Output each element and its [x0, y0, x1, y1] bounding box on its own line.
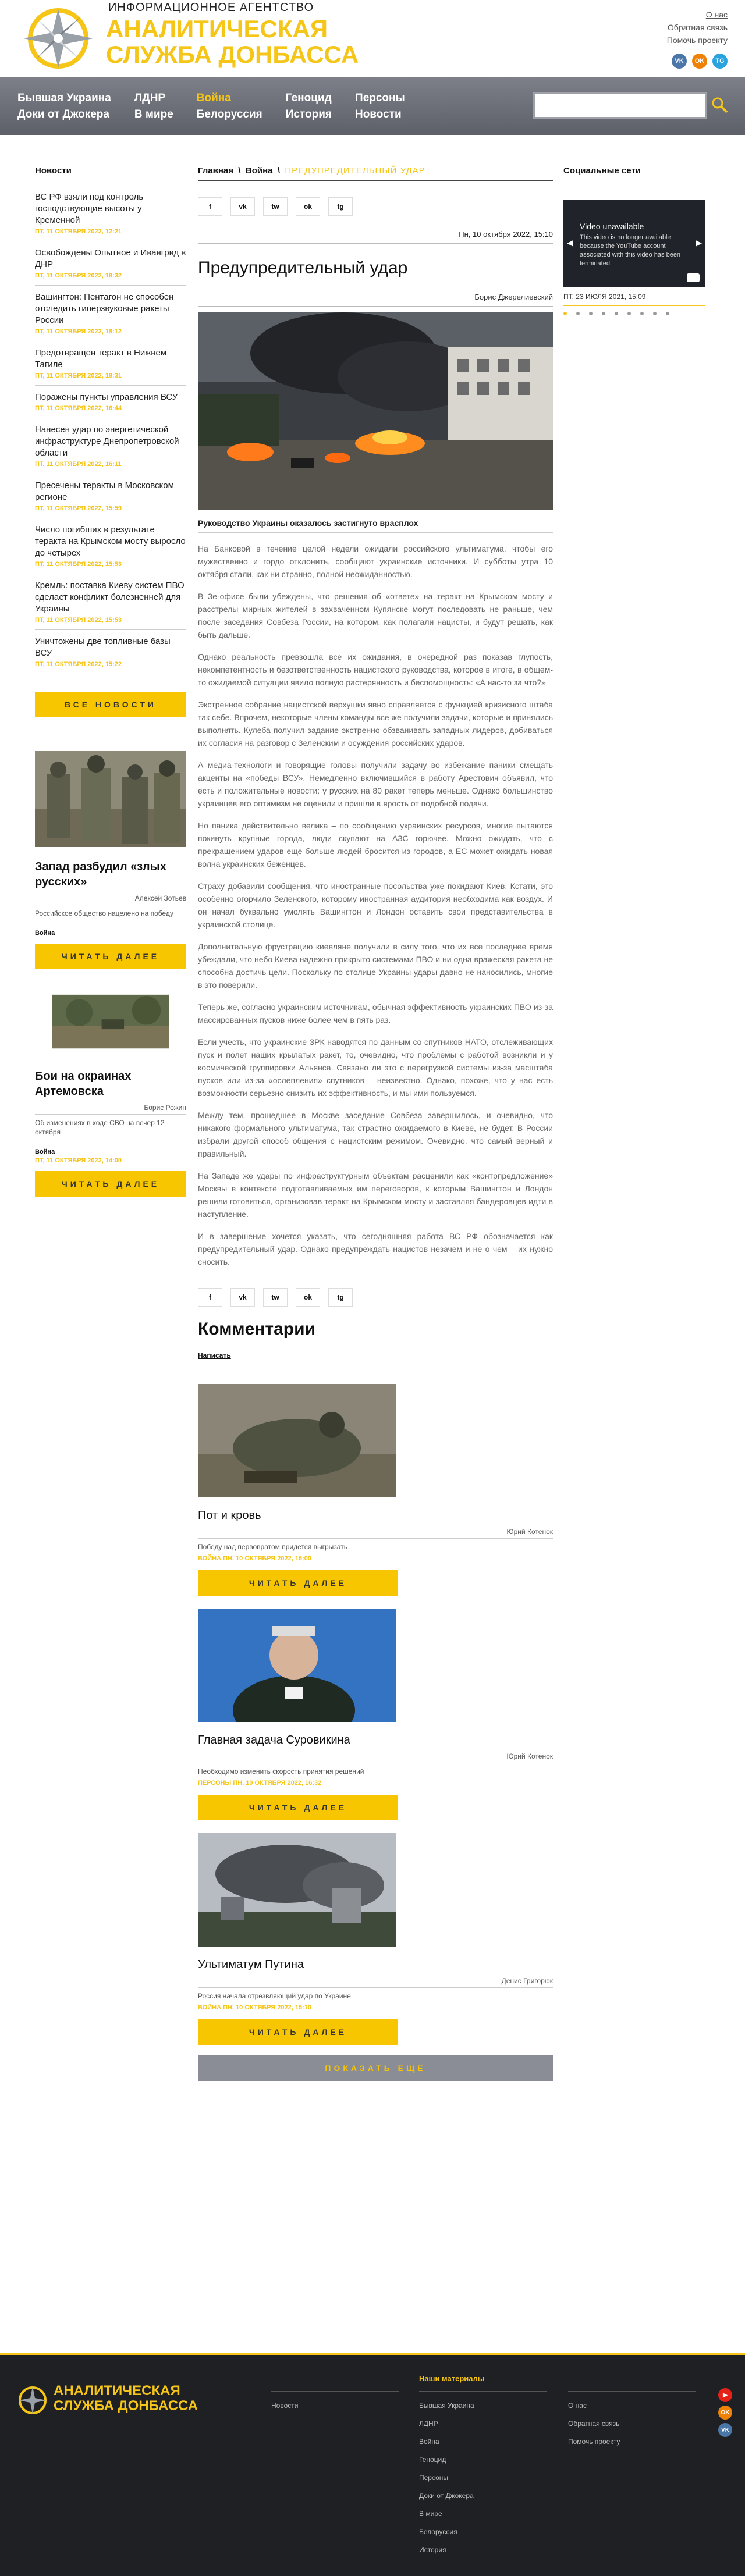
telegram-icon[interactable]: TG — [712, 54, 728, 69]
footer-accent-line — [0, 2353, 745, 2355]
footer-brand-line-2: СЛУЖБА ДОНБАССА — [54, 2398, 198, 2414]
nav-item[interactable]: ЛДНР — [134, 92, 166, 104]
video-player[interactable] — [563, 200, 705, 287]
news-date: ПТ, 11 ОКТЯБРЯ 2022, 18:31 — [35, 372, 122, 379]
news-date: ПТ, 11 ОКТЯБРЯ 2022, 12:21 — [35, 228, 122, 235]
news-title[interactable]: ВС РФ взяли под контроль господствующие высоты у Кременной — [35, 192, 144, 225]
slider-dots — [563, 312, 705, 315]
slider-dot[interactable] — [589, 312, 593, 315]
vk-icon[interactable]: VK — [672, 54, 687, 69]
related-card-3-desc: Россия начала отрезвляющий удар по Украине — [198, 1992, 351, 2000]
article-body — [198, 542, 553, 1268]
site-logo-icon[interactable] — [17, 6, 99, 71]
vk-share-icon[interactable]: vk — [230, 197, 255, 216]
all-news-button[interactable]: ВСЕ НОВОСТИ — [35, 692, 186, 717]
related-card-2 — [198, 1609, 553, 1820]
site-header — [0, 0, 745, 77]
write-comment-link[interactable]: Написать — [198, 1351, 231, 1360]
news-title[interactable]: Поражены пункты управления ВСУ — [35, 392, 178, 402]
news-list-item[interactable] — [35, 630, 186, 674]
video-title: Video unavailable — [580, 222, 644, 231]
footer-col-materials-heading: Наши материалы — [419, 2374, 547, 2392]
footer-link[interactable]: Доки от Джокера — [419, 2492, 474, 2500]
related-card-1-image[interactable] — [198, 1384, 396, 1497]
news-date: ПТ, 11 ОКТЯБРЯ 2022, 15:53 — [35, 617, 122, 624]
ok-share-icon[interactable]: ok — [296, 1288, 320, 1307]
related-card-2-image[interactable] — [198, 1609, 396, 1722]
article-paragraph: Дополнительную фрустрацию киевляне получили в силу того, что их все последнее время убеждали, что небо Киева надежно прикрыто системами ПВО и ни одна вражеская ракета не способна достичь цели. Поскольку по столице Украины удары давно не наносились, многие в это поверили. — [198, 942, 553, 990]
footer-link[interactable]: В мире — [419, 2510, 442, 2518]
news-list — [35, 186, 186, 674]
footer-link[interactable]: Бывшая Украина — [419, 2401, 474, 2410]
odnoklassniki-icon[interactable]: OK — [718, 2406, 732, 2420]
card-2-date: ПТ, 11 ОКТЯБРЯ 2022, 14:00 — [35, 1157, 122, 1164]
article-paragraph: В Зе-офисе были убеждены, что решения об «ответе» на теракт на Крымском мосту и расстрелы мирных жителей в захваченном Купянске могут последовать не раньше, чем после заседания Совбеза России, на котором, как полагали нацисты, и будут решать, как быть дальше. — [198, 592, 553, 639]
news-list-item[interactable] — [35, 418, 186, 474]
brand-line-2: СЛУЖБА ДОНБАССА — [106, 41, 359, 68]
news-date: ПТ, 11 ОКТЯБРЯ 2022, 15:22 — [35, 661, 122, 668]
right-sidebar — [563, 166, 705, 315]
footer-link[interactable]: Персоны — [419, 2474, 449, 2482]
footer-social — [718, 2388, 732, 2437]
footer-logo-icon[interactable] — [17, 2385, 48, 2415]
article-date: Пн, 10 октября 2022, 15:10 — [198, 230, 553, 244]
news-list-item[interactable] — [35, 241, 186, 286]
news-title[interactable]: Число погибших в результате теракта на Крымском мосту выросло до четырех — [35, 525, 186, 558]
youtube-icon[interactable]: ▶ — [718, 2388, 732, 2402]
footer-link-news[interactable]: Новости — [271, 2401, 299, 2410]
related-card-1-meta: ВОЙНА ПН, 10 ОКТЯБРЯ 2022, 16:00 — [198, 1555, 312, 1562]
footer-link[interactable]: История — [419, 2546, 446, 2554]
next-slide-icon[interactable]: ▶ — [696, 238, 702, 247]
social-heading: Социальные сети — [563, 166, 705, 182]
footer-link[interactable]: Обратная связь — [568, 2420, 620, 2428]
card-2-read-more-button[interactable]: ЧИТАТЬ ДАЛЕЕ — [35, 1171, 186, 1197]
footer-link[interactable]: Помочь проекту — [568, 2438, 620, 2446]
related-card-1 — [198, 1384, 553, 1596]
facebook-share-icon[interactable]: f — [198, 197, 222, 216]
search-icon[interactable] — [710, 95, 730, 115]
breadcrumb-current: ПРЕДУПРЕДИТЕЛЬНЫЙ УДАР — [285, 166, 425, 176]
twitter-share-icon[interactable]: tw — [263, 197, 288, 216]
slider-dot[interactable] — [653, 312, 657, 315]
article-paragraph: Однако реальность превзошла все их ожидания, в очередной раз показав глупость, некомпетентность и безответственность нацистского руководства, которое в итоге, в общем-то ожидаемой ситуации явило полную растерянность и беспомощность: «А нас-то за что?» — [198, 652, 553, 687]
vk-share-icon[interactable]: vk — [230, 1288, 255, 1307]
news-list-item[interactable] — [35, 474, 186, 518]
top-link-feedback[interactable]: Обратная связь — [667, 23, 728, 32]
footer-col-about — [568, 2374, 696, 2446]
card-2-image[interactable] — [52, 987, 169, 1056]
news-date: ПТ, 11 ОКТЯБРЯ 2022, 15:59 — [35, 505, 122, 512]
footer-link[interactable]: ЛДНР — [419, 2420, 438, 2428]
card-1-author: Алексей Зотьев — [35, 889, 186, 905]
article-column — [198, 166, 553, 2081]
card-1-desc: Российское общество нацелено на победу — [35, 909, 173, 917]
share-bar-bottom — [198, 1288, 553, 1307]
article-paragraph: А медиа-технологи и говорящие головы получили задачу во избежание паники смещать акценты на «победы ВСУ». Немедленно включившийся в работу Арестович объявил, что есть и положительные новости: у русских на 80 ракет теперь меньше. Однако большинство украинцев его оптимизм не оценили и пришли в ярость от подобной подачи. — [198, 760, 553, 808]
news-date: ПТ, 11 ОКТЯБРЯ 2022, 16:11 — [35, 461, 122, 468]
article-paragraph: И в завершение хочется указать, что сегодняшняя работа ВС РФ обозначается как предупредительный удар. Однако предупреждать нацистов незачем и не о чем – их нужно сносить. — [198, 1232, 553, 1266]
nav-item[interactable]: Геноцид — [285, 92, 332, 104]
slider-dot[interactable] — [615, 312, 618, 315]
news-title[interactable]: Освобождены Опытное и Ивангрвд в ДНР — [35, 248, 186, 269]
related-card-2-author: Юрий Котенок — [198, 1748, 553, 1763]
slider-dot[interactable] — [666, 312, 669, 315]
left-sidebar — [35, 166, 186, 1197]
facebook-share-icon[interactable]: f — [198, 1288, 222, 1307]
news-list-item[interactable] — [35, 341, 186, 386]
news-date: ПТ, 11 ОКТЯБРЯ 2022, 15:53 — [35, 561, 122, 568]
card-2-category[interactable]: Война — [35, 1148, 55, 1155]
news-list-item[interactable] — [35, 286, 186, 341]
news-date: ПТ, 11 ОКТЯБРЯ 2022, 18:32 — [35, 272, 122, 279]
footer-link[interactable]: Война — [419, 2438, 439, 2446]
related-card-1-author: Юрий Котенок — [198, 1523, 553, 1539]
breadcrumb: Главная \ Война \ ПРЕДУПРЕДИТЕЛЬНЫЙ УДАР — [198, 166, 553, 181]
news-list-item[interactable] — [35, 574, 186, 630]
related-card-1-read-more-button[interactable]: ЧИТАТЬ ДАЛЕЕ — [198, 1570, 398, 1596]
side-card-2 — [35, 987, 186, 1197]
article-image — [198, 312, 553, 510]
footer-col-news — [271, 2374, 399, 2410]
related-card-3 — [198, 1833, 553, 2045]
vk-icon[interactable]: VK — [718, 2423, 732, 2437]
related-card-3-read-more-button[interactable]: ЧИТАТЬ ДАЛЕЕ — [198, 2019, 398, 2045]
article-paragraph: Если учесть, что украинские ЗРК наводятся по данным со спутников НАТО, отслеживающих пуск и полет наших крылатых ракет, то, очевидно, что проблемы с работой возникли и у космической группировки Альянса. Связано ли это с перегрузкой системы из-за масштаба пусков или из-за «ослепления» спутников – неизвестно. Однако, похоже, что у нас есть возможности серьезно снизить их эффективность, и мы ими пользуемся. — [198, 1037, 553, 1098]
news-list-item[interactable] — [35, 386, 186, 418]
nav-item[interactable]: Доки от Джокера — [17, 108, 109, 120]
footer-col-materials — [419, 2374, 547, 2554]
nav-item[interactable]: В мире — [134, 108, 173, 120]
related-card-2-desc: Необходимо изменить скорость принятия решений — [198, 1767, 364, 1776]
breadcrumb-war[interactable]: Война — [245, 166, 273, 176]
brand-title[interactable] — [106, 16, 359, 67]
article-paragraph: Страху добавили сообщения, что иностранные посольства уже покидают Киев. Кстати, это особенно огорчило Зеленского, которому иностранная аудитория необходима как воздух. И он начал буквально умолять Вашингтон и Лондон оставить свои представительства в украинской столице. — [198, 881, 553, 929]
footer-brand-line-1: АНАЛИТИЧЕСКАЯ — [54, 2383, 180, 2399]
agency-label: ИНФОРМАЦИОННОЕ АГЕНТСТВО — [108, 1, 314, 14]
article-paragraph: На Западе же удары по инфраструктурным объектам расценили как «контрпредложение» Москвы в контексте подготавливаемых им переговоров, к которым Вашингтон и Лондон решили готовиться, организовав теракт на Крымском мосту и заставляя бандеровцев идти в наступление. — [198, 1171, 553, 1219]
top-links — [667, 8, 728, 47]
main-nav — [0, 77, 745, 135]
comments-heading: Комментарии — [198, 1319, 553, 1343]
card-1-category[interactable]: Война — [35, 930, 55, 937]
top-link-donate[interactable]: Помочь проекту — [666, 35, 728, 45]
show-more-button[interactable]: ПОКАЗАТЬ ЕЩЕ — [198, 2055, 553, 2081]
card-2-title[interactable]: Бои на окраинах Артемовска — [35, 1070, 132, 1098]
article-paragraph: Но паника действительно велика – по сообщению украинских ресурсов, многие пытаются покинуть крупные города, люди скупают на АЗС горючее. Можно ожидать, что с прекращением ударов еще больше людей бросится из городов, а ЕС может ожидать новая волна украинских беженцев. — [198, 821, 553, 869]
top-link-about[interactable]: О нас — [705, 10, 728, 19]
related-card-1-desc: Победу над первовратом придется выгрызать — [198, 1543, 347, 1551]
slider-dot[interactable] — [576, 312, 580, 315]
news-list-item[interactable] — [35, 518, 186, 574]
related-card-2-meta: ПЕРСОНЫ ПН, 10 ОКТЯБРЯ 2022, 16:32 — [198, 1780, 322, 1787]
article-paragraph: Теперь же, согласно украинским источникам, обычная эффективность украинских ПВО из-за массированных пусков ниже более чем в пять раз. — [198, 1002, 553, 1024]
card-2-desc: Об изменениях в ходе СВО на вечер 12 октября — [35, 1119, 165, 1136]
card-1-image[interactable] — [35, 751, 186, 847]
footer-col-news-heading — [271, 2374, 399, 2392]
footer-link[interactable]: О нас — [568, 2401, 587, 2410]
related-card-3-author: Денис Григорюк — [198, 1972, 553, 1988]
nav-item[interactable]: Белоруссия — [196, 108, 262, 120]
news-title[interactable]: Пресечены теракты в Московском регионе — [35, 481, 174, 502]
card-2-author: Борис Рожин — [35, 1099, 186, 1115]
news-title[interactable]: Вашингтон: Пентагон не способен отследить гиперзвуковые ракеты России — [35, 292, 174, 325]
side-card-1 — [35, 751, 186, 969]
footer-link[interactable]: Геноцид — [419, 2456, 446, 2464]
youtube-icon[interactable] — [687, 273, 700, 282]
search-input[interactable] — [533, 92, 707, 119]
article-author[interactable]: Борис Джерелиевский — [198, 293, 553, 307]
prev-slide-icon[interactable]: ◀ — [567, 238, 573, 247]
card-1-title[interactable]: Запад разбудил «злых русских» — [35, 860, 166, 888]
article-paragraph: На Банковой в течение целой недели ожидали российского ультиматума, чтобы его мужественно и гордо отклонить, сообщают украинские источники. И субботы утра 10 октября стали, как ни странно, полной неожиданностью. — [198, 544, 553, 579]
ok-share-icon[interactable]: ok — [296, 197, 320, 216]
news-title[interactable]: Нанесен удар по энергетической инфраструктуре Днепропетровской области — [35, 425, 179, 458]
header-social — [672, 54, 728, 69]
article-lead: Руководство Украины оказалось застигнуто врасплох — [198, 518, 553, 533]
related-card-2-read-more-button[interactable]: ЧИТАТЬ ДАЛЕЕ — [198, 1795, 398, 1820]
telegram-share-icon[interactable]: tg — [328, 197, 353, 216]
slider-dot[interactable] — [602, 312, 605, 315]
footer-brand[interactable] — [54, 2383, 198, 2414]
nav-item[interactable]: Бывшая Украина — [17, 92, 111, 104]
news-title[interactable]: Уничтожены две топливные базы ВСУ — [35, 636, 171, 658]
card-1-read-more-button[interactable]: ЧИТАТЬ ДАЛЕЕ — [35, 944, 186, 969]
news-date: ПТ, 11 ОКТЯБРЯ 2022, 18:12 — [35, 328, 122, 335]
video-subtitle: This video is no longer available because the YouTube account associated with this video has been terminated. — [580, 234, 681, 267]
news-title[interactable]: Предотвращен теракт в Нижнем Тагиле — [35, 348, 167, 369]
video-date: ПТ, 23 ИЮЛЯ 2021, 15:09 — [563, 293, 705, 306]
footer-col-about-heading — [568, 2374, 696, 2392]
breadcrumb-home[interactable]: Главная — [198, 166, 234, 176]
news-list-item[interactable] — [35, 186, 186, 241]
slider-dot[interactable] — [563, 312, 567, 315]
slider-dot[interactable] — [627, 312, 631, 315]
share-bar-top — [198, 197, 553, 216]
footer-link[interactable]: Белоруссия — [419, 2528, 457, 2536]
related-card-1-title[interactable]: Пот и кровь — [198, 1509, 261, 1522]
twitter-share-icon[interactable]: tw — [263, 1288, 288, 1307]
slider-dot[interactable] — [640, 312, 644, 315]
nav-item[interactable]: Персоны — [355, 92, 405, 104]
nav-menu — [17, 92, 428, 121]
nav-item[interactable]: Война — [196, 92, 231, 104]
related-card-3-title[interactable]: Ультиматум Путина — [198, 1958, 304, 1971]
site-footer — [0, 2353, 745, 2576]
news-title[interactable]: Кремль: поставка Киеву систем ПВО сделает конфликт болезненней для Украины — [35, 581, 185, 614]
nav-item[interactable]: История — [285, 108, 332, 120]
news-heading: Новости — [35, 166, 186, 182]
article-paragraph: Экстренное собрание нацистской верхушки явно справляется с функцией кризисного штаба так себе. Впрочем, некоторые члены команды все же получили задачи, которые и принялись выполнять. Кулеба получил задание экстренно обзванивать западных лидеров, добиваться их согласия на разговор с Зеленским и осуждения российских ударов. — [198, 700, 553, 748]
nav-item[interactable]: Новости — [355, 108, 402, 120]
related-card-3-meta: ВОЙНА ПН, 10 ОКТЯБРЯ 2022, 15:10 — [198, 2004, 312, 2011]
odnoklassniki-icon[interactable]: OK — [692, 54, 707, 69]
related-card-3-image[interactable] — [198, 1833, 396, 1947]
related-card-2-title[interactable]: Главная задача Суровикина — [198, 1734, 350, 1746]
article-title: Предупредительный удар — [198, 258, 408, 277]
brand-line-1: АНАЛИТИЧЕСКАЯ — [106, 15, 328, 42]
telegram-share-icon[interactable]: tg — [328, 1288, 353, 1307]
news-date: ПТ, 11 ОКТЯБРЯ 2022, 16:44 — [35, 405, 122, 412]
article-paragraph: Между тем, прошедшее в Москве заседание Совбеза завершилось, и очевидно, что никакого формального ультиматума, так страстно ожидаемого в Киеве, не будет. В России избрали другой способ общения с нацистским режимом. Очевидно, что самый верный и правильный. — [198, 1111, 553, 1158]
